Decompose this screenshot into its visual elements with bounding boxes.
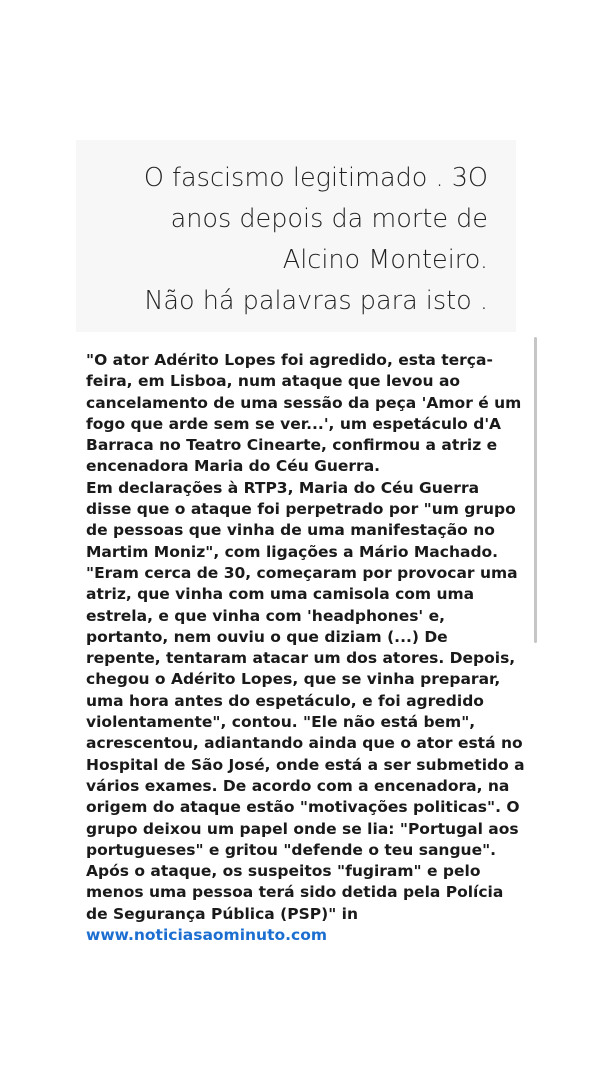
scrollbar[interactable]: [534, 337, 537, 643]
article-body: [86, 350, 526, 946]
headline-card: [76, 140, 516, 332]
headline-line: Alcino Monteiro.: [282, 245, 488, 275]
article-paragraph: "Eram cerca de 30, começaram por provocar uma atriz, que vinha com uma camisola com uma estrela, e que vinha com 'headphones' e, portanto, nem ouviu o que diziam (...) De repente, tentaram atacar um dos atores. Depois, chegou o Adérito Lopes, que se vinha preparar, uma hora antes do espetáculo, e foi agredido violentamente", contou. "Ele não está bem", acrescentou, adiantando ainda que o ator está no Hospital de São José, onde está a ser submetido a vários exames. De acordo com a encenadora, na origem do ataque estão "motivações politicas". O grupo deixou um papel onde se lia: "Portugal aos portugueses" e gritou "defende o teu sangue".: [86, 563, 525, 859]
headline-line: anos depois da morte de: [170, 204, 488, 234]
headline-line: O fascismo legitimado . 3O: [143, 163, 488, 193]
article-paragraph: Após o ataque, os suspeitos "fugiram" e pelo menos uma pessoa terá sido detida pela Polícia de Segurança Pública (PSP)" in: [86, 862, 504, 923]
headline-line: Não há palavras para isto .: [144, 286, 488, 316]
source-link[interactable]: www.noticiasaominuto.com: [86, 926, 328, 945]
article-paragraph: Em declarações à RTP3, Maria do Céu Guerra disse que o ataque foi perpetrado por "um grupo de pessoas que vinha de uma manifestação no Martim Moniz", com ligações a Mário Machado.: [86, 478, 516, 561]
article-paragraph: "O ator Adérito Lopes foi agredido, esta terça-feira, em Lisboa, num ataque que levou ao cancelamento de uma sessão da peça 'Amor é um fogo que arde sem se ver...', um espetáculo d'A Barraca no Teatro Cinearte, confirmou a atriz e encenadora Maria do Céu Guerra.: [86, 351, 522, 476]
